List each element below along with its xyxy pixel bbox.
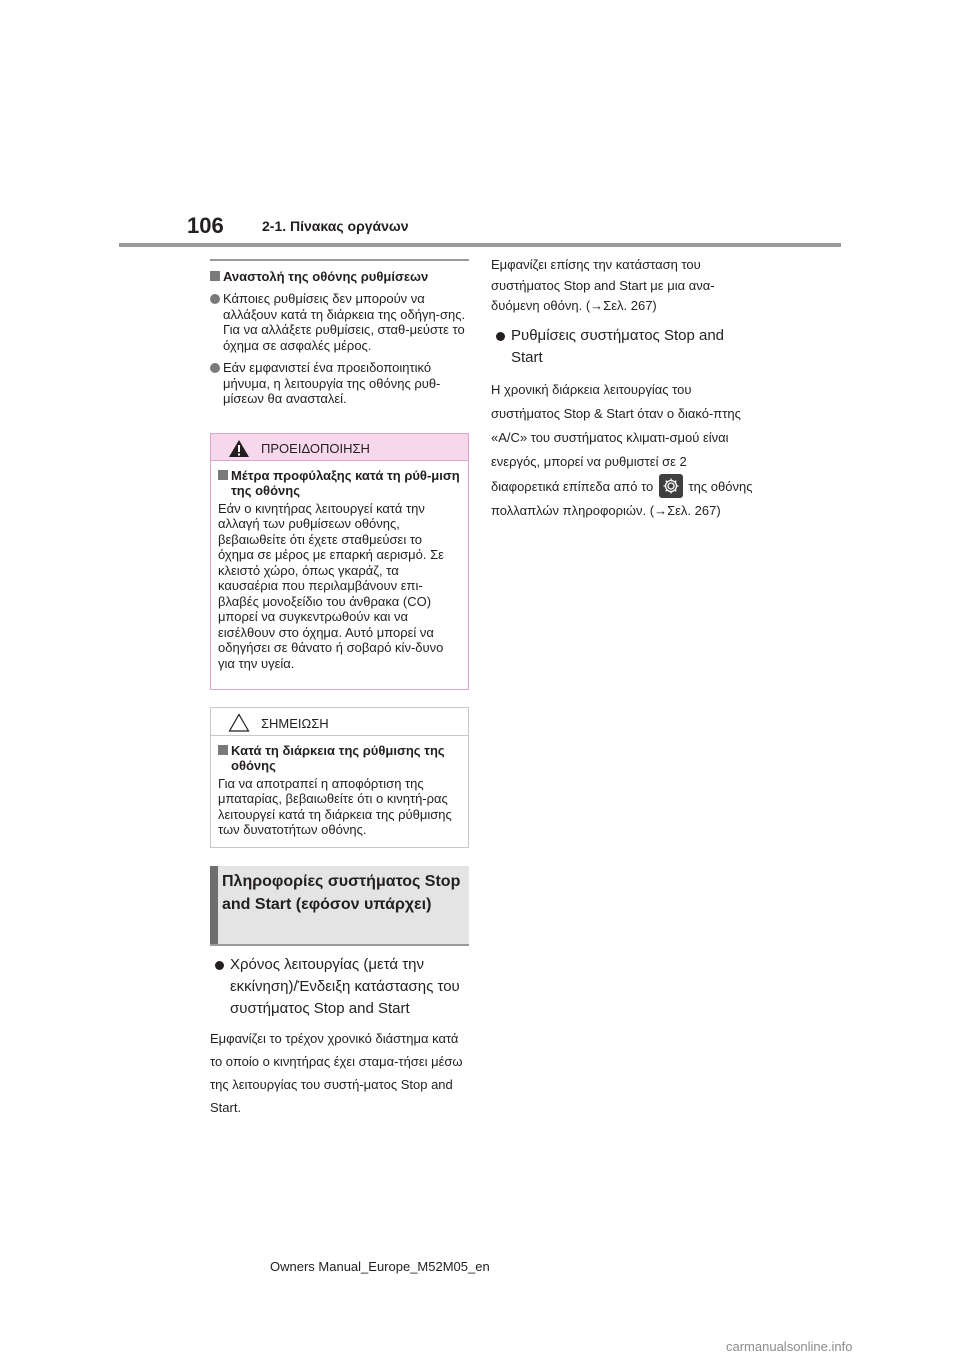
list-item (210, 291, 469, 353)
warning-box (210, 433, 469, 690)
heading-text: Κατά τη διάρκεια της ρύθμισης της οθόνης (231, 742, 445, 773)
description-text: Η χρονική διάρκεια λειτουργίας του συστήματος Stop & Start όταν ο διακό-πτης «A/C» του συστήματος κλιματι-σμού είναι ενεργός, μπορεί να ρυθμιστεί σε 2 διαφορετικά επίπεδα από το (491, 381, 741, 494)
description-text: της οθόνης πολλαπλών πληροφοριών. (→Σελ. 267) (491, 478, 753, 518)
notice-heading (218, 743, 461, 773)
intro-text: Εμφανίζει επίσης την κατάσταση του συστήματος Stop and Start με μια ανα-δυόμενη οθόνη. (→Σελ. 267) (491, 257, 715, 313)
item-description: Εμφανίζει το τρέχον χρονικό διάστημα κατά το οποίο ο κινητήρας έχει σταμα-τήσει μέσω της λειτουργίας του συστή-ματος Stop and Start. (210, 1030, 463, 1115)
warning-label: ΠΡΟΕΙΔΟΠΟΙΗΣΗ (261, 440, 370, 456)
watermark-text: carmanualsonline.info (726, 1339, 853, 1354)
section-heading-box (210, 866, 469, 946)
footer-text: Owners Manual_Europe_M52M05_en (270, 1259, 490, 1274)
list-item-text: Εάν εμφανιστεί ένα προειδοποιητικό μήνυμα, η λειτουργία της οθόνης ρυθ-μίσεων θα ανασταλεί. (223, 360, 441, 406)
chapter-title: 2-1. Πίνακας οργάνων (262, 218, 409, 234)
notice-header (211, 708, 468, 736)
item-heading-text: Ρυθμίσεις συστήματος Stop and Start (511, 326, 725, 366)
warning-header (211, 434, 468, 461)
right-column (491, 255, 753, 523)
heading-text: Μέτρα προφύλαξης κατά τη ρύθ-μιση της οθόνης (231, 467, 460, 498)
column-rule (210, 259, 469, 261)
notice-text: Για να αποτραπεί η αποφόρτιση της μπαταρίας, βεβαιωθείτε ότι ο κινητή-ρας λειτουργεί κατά τη διάρκεια της ρύθμισης των δυνατοτήτων οθόνης. (218, 775, 452, 837)
header-rule (119, 243, 841, 247)
square-bullet-icon (218, 470, 228, 480)
round-bullet-icon (210, 294, 220, 304)
notice-triangle-icon (228, 713, 250, 732)
item-heading-text: Χρόνος λειτουργίας (μετά την εκκίνηση)/Ένδειξη κατάστασης του συστήματος Stop and Start (230, 955, 460, 1017)
page-number: 106 (187, 213, 224, 238)
warning-triangle-icon (228, 439, 250, 458)
square-bullet-icon (218, 745, 228, 755)
item-heading-settings (491, 325, 753, 369)
section-title: Πληροφορίες συστήματος Stop and Start (εφόσον υπάρχει) (222, 872, 461, 913)
round-bullet-icon (210, 363, 220, 373)
notice-box (210, 707, 469, 848)
section-bar (210, 866, 218, 944)
list-item (210, 360, 469, 407)
black-bullet-icon (215, 961, 224, 970)
list-item-text: Κάποιες ρυθμίσεις δεν μπορούν να αλλάξουν κατά τη διάρκεια της οδήγη-σης. Για να αλλάξετε ρυθμίσεις, σταθ-μεύστε το όχημα σε ασφαλές μέρος. (223, 291, 466, 353)
item-heading-runtime (210, 954, 469, 1020)
heading-settings-suspension (210, 269, 469, 284)
gear-icon (659, 474, 683, 498)
warning-text: Εάν ο κινητήρας λειτουργεί κατά την αλλαγή των ρυθμίσεων οθόνης, βεβαιωθείτε ότι έχετε σταθμεύσει το όχημα σε μέρος με επαρκή αερισμό. Σε κλειστό χώρο, όπως γκαράζ, τα καυσαέρια που περιλαμβάνουν επι-βλαβές μονοξείδιο του άνθρακα (CO) μπορεί να συγκεντρωθούν και να εισέλθουν στο όχημα. Αυτό μπορεί να οδηγήσει σε θάνατο ή σοβαρό κίν-δυνο για την υγεία. (218, 500, 444, 671)
heading-text: Αναστολή της οθόνης ρυθμίσεων (223, 269, 429, 284)
square-bullet-icon (210, 271, 220, 281)
settings-description (491, 378, 753, 523)
left-column (210, 259, 469, 1119)
black-bullet-icon (496, 332, 505, 341)
notice-label: ΣΗΜΕΙΩΣΗ (261, 715, 329, 731)
warning-heading (218, 468, 461, 498)
